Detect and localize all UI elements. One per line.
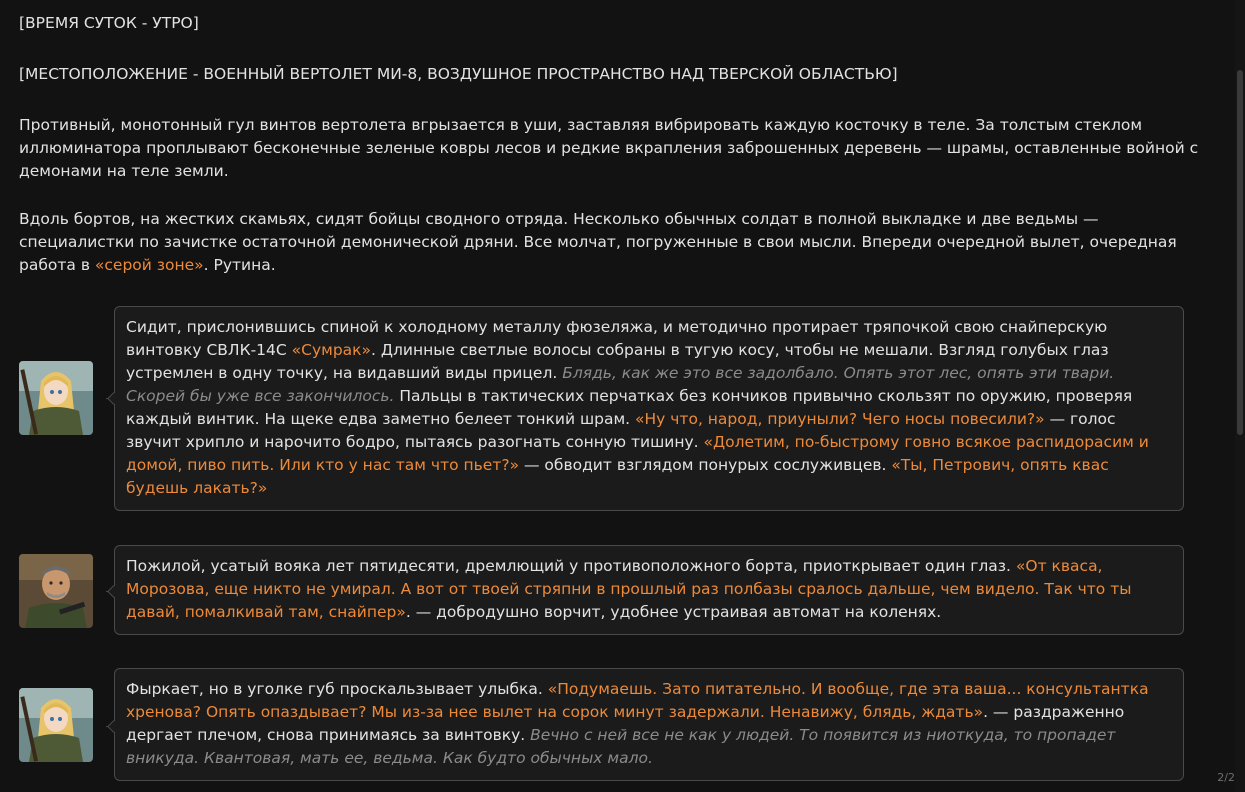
old-soldier-avatar-art (19, 554, 93, 628)
narration-text: Пальцы в тактических перчатках без кончиков привычно скользят по оружию, проверяя каждый винтик. На щеке едва заметно белеет тонкий шрам. (126, 387, 1133, 428)
quote-text: «Сумрак» (291, 341, 371, 359)
message-3 (19, 668, 1209, 781)
avatar-sniper-girl[interactable] (19, 688, 93, 762)
narration-text: Пожилой, усатый вояка лет пятидесяти, дремлющий у противоположного борта, приоткрывает один глаз. (126, 557, 1016, 575)
message-bubble (114, 668, 1184, 781)
avatar-old-soldier[interactable] (19, 554, 93, 628)
sniper-girl-avatar-art (19, 361, 93, 435)
narration-text: — голос звучит хрипло и нарочито бодро, пытаясь разогнать сонную тишину. (126, 410, 1116, 451)
thought-text: Вечно с ней все не как у людей. То появится из ниоткуда, то пропадет вникуда. Квантовая, мать ее, ведьма. Как будто обычных мало. (126, 726, 1116, 767)
message-1 (19, 306, 1209, 511)
sniper-girl-avatar-art (19, 688, 93, 762)
narration-text: . Длинные светлые волосы собраны в тугую косу, чтобы не мешали. Взгляд голубых глаз устремлен в одну точку, на видавший виды прицел. (126, 341, 1109, 382)
page-indicator: 2/2 (1217, 771, 1235, 784)
quote-text: «Подумаешь. Зато питательно. И вообще, где эта ваша... консультантка хренова? Опять опаздывает? Мы из-за нее вылет на сорок минут задержали. Ненавижу, блядь, ждать» (126, 680, 1149, 721)
narration-text: . Рутина. (203, 256, 276, 274)
narration-text: . — раздраженно дергает плечом, снова принимаясь за винтовку. (126, 703, 1125, 744)
avatar-sniper-girl[interactable] (19, 361, 93, 435)
quote-text: «Ну что, народ, приуныли? Чего носы повесили?» (635, 410, 1045, 428)
quote-text: «серой зоне» (94, 256, 204, 274)
scrollbar[interactable] (1235, 0, 1245, 792)
scrollbar-thumb[interactable] (1237, 70, 1243, 435)
location-tag: [МЕСТОПОЛОЖЕНИЕ - ВОЕННЫЙ ВЕРТОЛЕТ МИ-8, ВОЗДУШНОЕ ПРОСТРАНСТВО НАД ТВЕРСКОЙ ОБЛАСТЬЮ] (19, 65, 898, 83)
narration-paragraph-2 (19, 208, 1209, 277)
quote-text: «Ты, Петрович, опять квас будешь лакать?» (126, 456, 1109, 497)
narration-text: Фыркает, но в уголке губ проскальзывает улыбка. (126, 680, 548, 698)
message-2 (19, 545, 1209, 635)
narration-text: Сидит, прислонившись спиной к холодному металлу фюзеляжа, и методично протирает тряпочкой свою снайперскую винтовку СВЛК-14С (126, 318, 1108, 359)
thought-text: Блядь, как же это все задолбало. Опять этот лес, опять эти твари. Скорей бы уже все закончилось. (126, 364, 1115, 405)
quote-text: «От кваса, Морозова, еще никто не умирал. А вот от твоей стряпни в прошлый раз полбазы сралось дальше, чем видело. Так что ты давай, помалкивай там, снайпер» (126, 557, 1132, 621)
chat-log (19, 12, 1209, 781)
quote-text: «Долетим, по-быстрому говно всякое распидорасим и домой, пиво пить. Или кто у нас там что пьет?» (126, 433, 1149, 474)
time-tag: [ВРЕМЯ СУТОК - УТРО] (19, 14, 199, 32)
narration-paragraph-1: Противный, монотонный гул винтов вертолета вгрызается в уши, заставляя вибрировать каждую косточку в теле. За толстым стеклом иллюминатора проплывают бесконечные зеленые ковры лесов и редкие вкрапления заброшенных деревень — шрамы, оставленные войной с демонами на теле земли. (19, 116, 1199, 180)
message-bubble (114, 545, 1184, 635)
narration-text: . — добродушно ворчит, удобнее устраивая автомат на коленях. (405, 603, 942, 621)
message-bubble (114, 306, 1184, 511)
narration-text: — обводит взглядом понурых сослуживцев. (519, 456, 892, 474)
narration-text: Вдоль бортов, на жестких скамьях, сидят бойцы сводного отряда. Несколько обычных солдат в полной выкладке и две ведьмы — специалистки по зачистке остаточной демонической дряни. Все молчат, погруженные в свои мысли. Впереди очередной вылет, очередная работа в (19, 210, 1177, 274)
